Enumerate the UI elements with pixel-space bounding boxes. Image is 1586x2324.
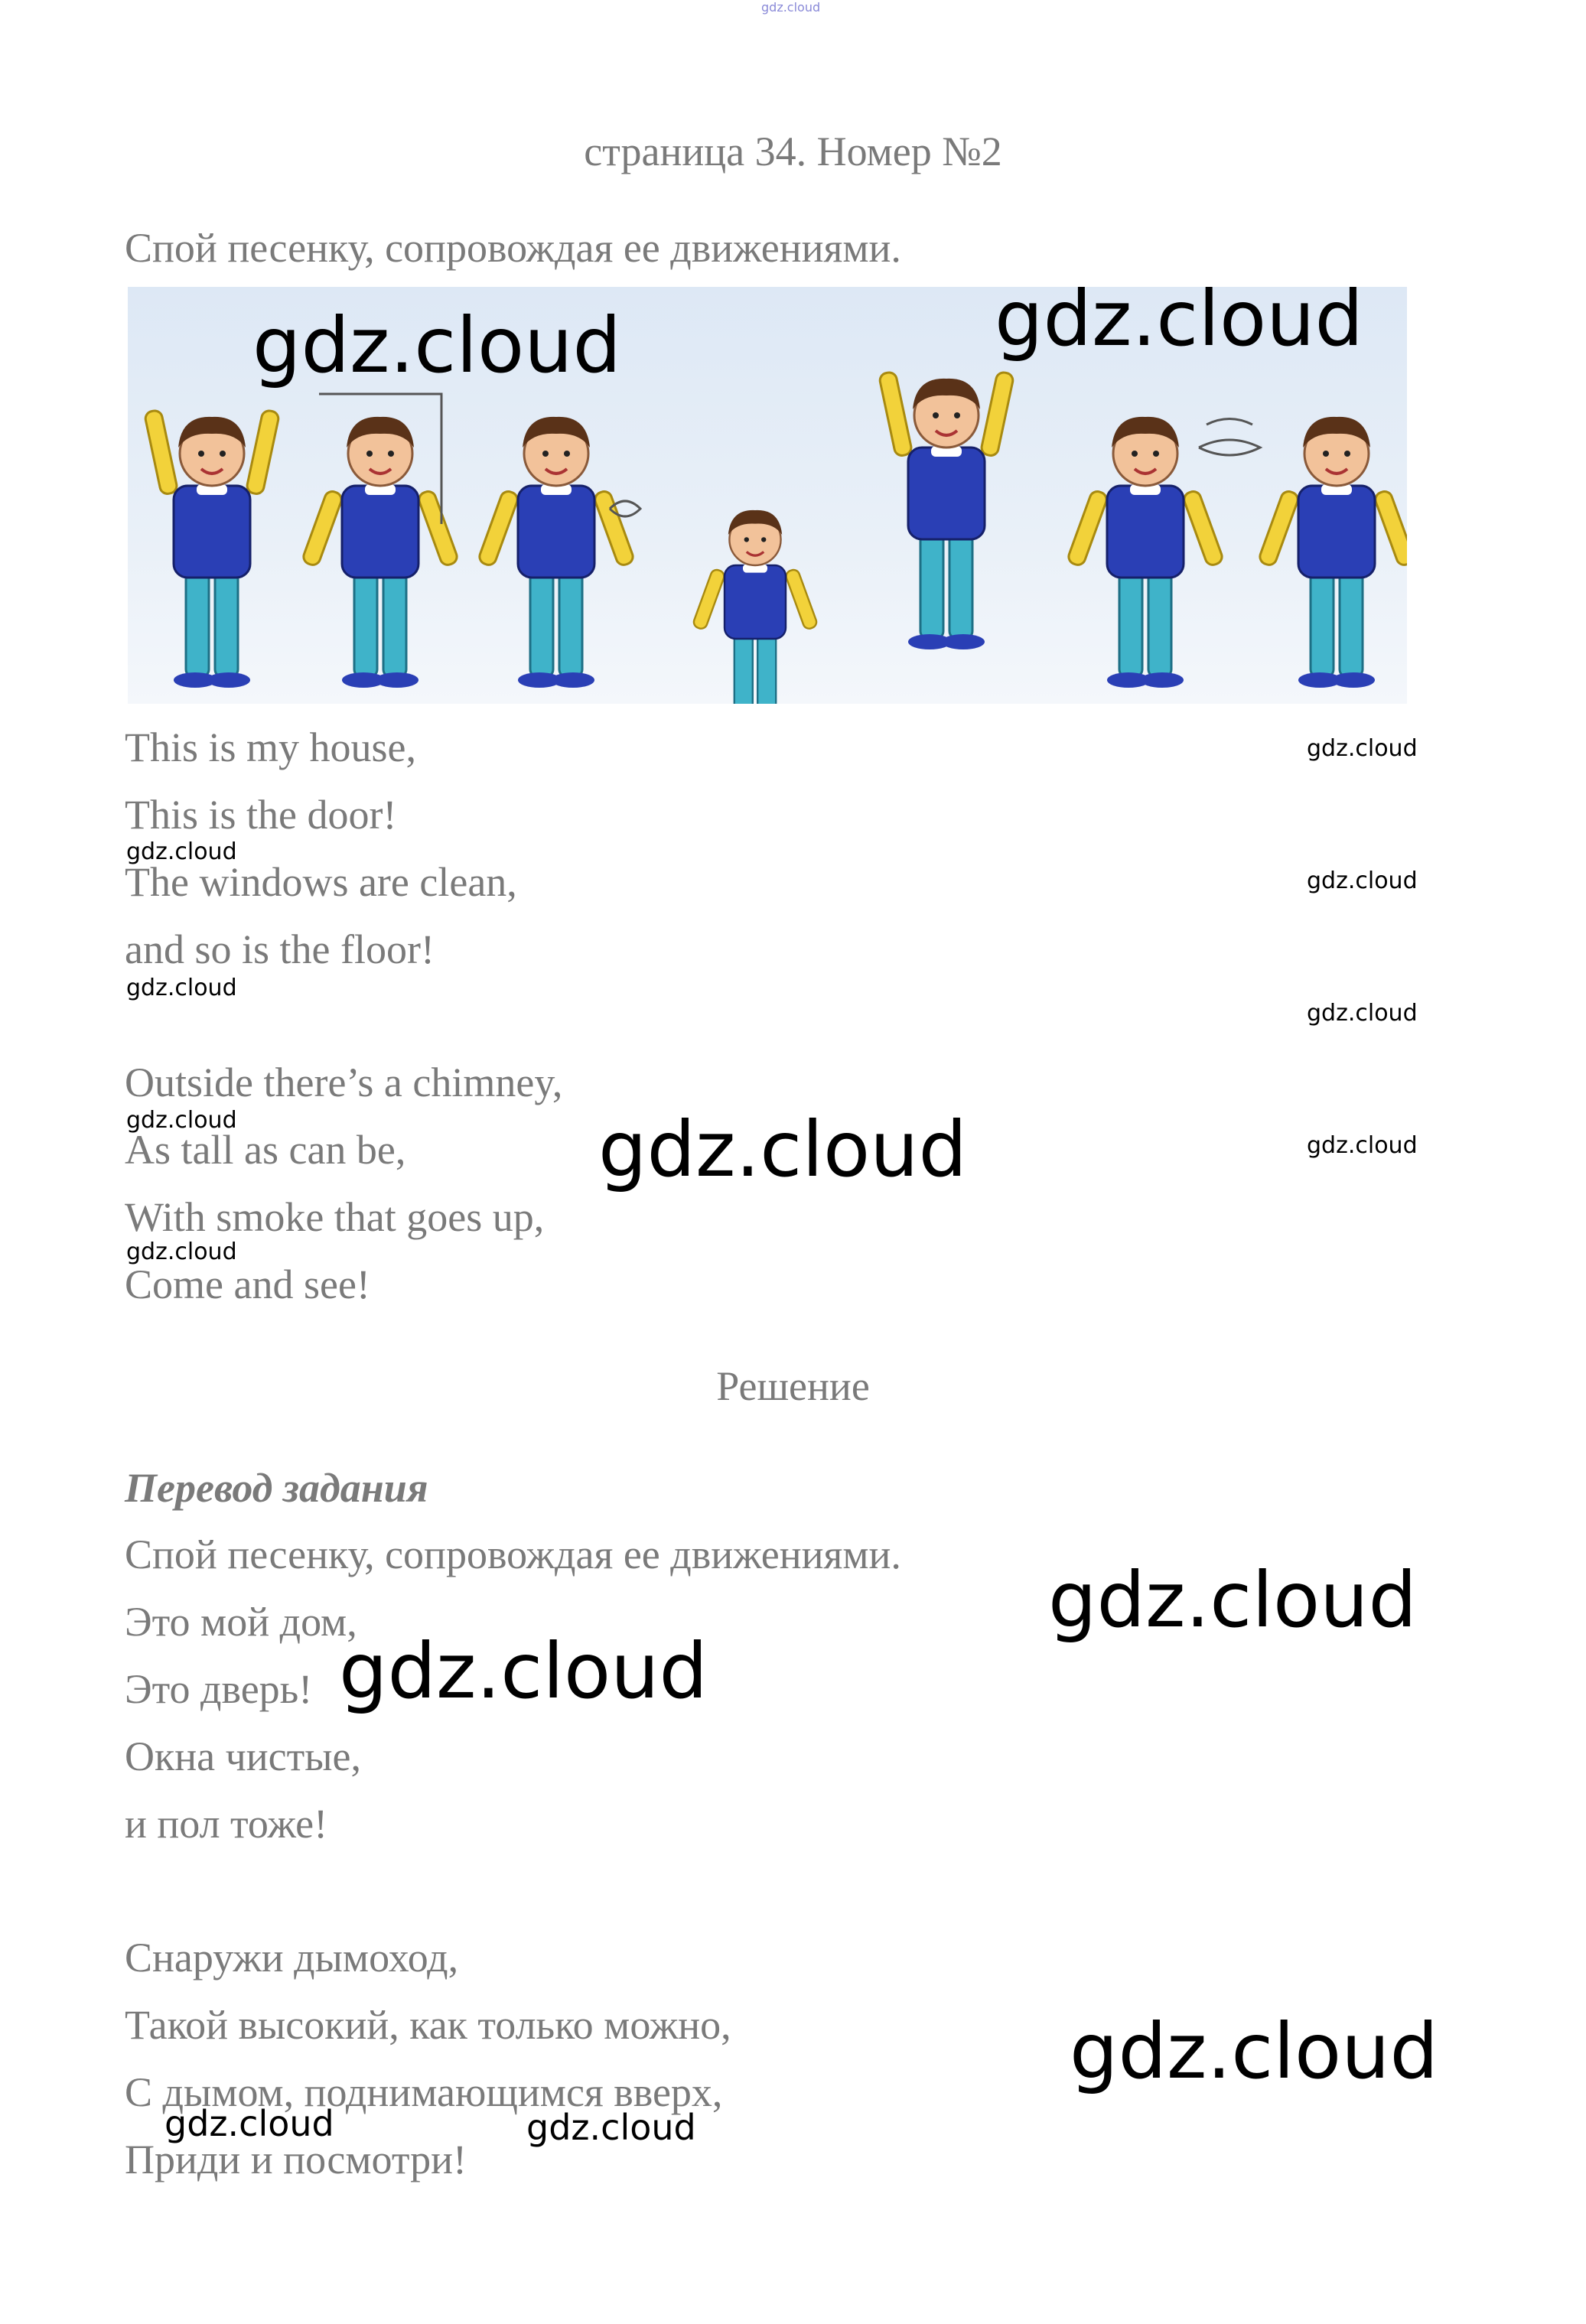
song-line: Come and see! — [125, 1261, 370, 1307]
translation-instruction: Спой песенку, сопровождая ее движениями. — [125, 1531, 901, 1577]
watermark-big: gdz.cloud — [1070, 2007, 1439, 2096]
song-line: Outside there’s a chimney, — [125, 1059, 563, 1105]
watermark-medium: gdz.cloud — [526, 2107, 696, 2148]
watermark-small: gdz.cloud — [126, 838, 237, 865]
translation-line: Снаружи дымоход, — [125, 1935, 459, 1981]
solution-heading: Решение — [716, 1363, 870, 1409]
watermark-medium: gdz.cloud — [164, 2103, 334, 2144]
boy-figure-7 — [1258, 417, 1407, 688]
watermark-big: gdz.cloud — [995, 274, 1364, 363]
watermark-big: gdz.cloud — [339, 1626, 708, 1716]
watermark-big: gdz.cloud — [598, 1105, 968, 1194]
watermark-small: gdz.cloud — [1307, 1000, 1418, 1027]
boy-figure-6 — [1067, 417, 1260, 688]
translation-heading: Перевод задания — [125, 1465, 428, 1511]
translation-line: Это мой дом, — [125, 1599, 357, 1645]
watermark-small: gdz.cloud — [1307, 867, 1418, 894]
watermark-small: gdz.cloud — [126, 1107, 237, 1134]
translation-line: Такой высокий, как только можно, — [125, 2002, 731, 2048]
watermark-small: gdz.cloud — [1307, 735, 1418, 762]
song-line: The windows are clean, — [125, 859, 517, 905]
song-line: This is my house, — [125, 724, 417, 770]
task-instruction: Спой песенку, сопровождая ее движениями. — [125, 225, 901, 271]
watermark-big: gdz.cloud — [252, 301, 622, 390]
top-watermark: gdz.cloud — [761, 0, 821, 15]
translation-line: Приди и посмотри! — [125, 2137, 467, 2182]
watermark-big: gdz.cloud — [1048, 1555, 1418, 1645]
song-line: and so is the floor! — [125, 926, 435, 972]
watermark-small: gdz.cloud — [126, 1238, 237, 1265]
watermark-small: gdz.cloud — [126, 975, 237, 1001]
song-line: As tall as can be, — [125, 1127, 406, 1173]
boy-figure-1 — [144, 409, 279, 688]
page-title: страница 34. Номер №2 — [584, 129, 1002, 174]
song-line: With smoke that goes up, — [125, 1194, 545, 1240]
translation-line: и пол тоже! — [125, 1801, 328, 1847]
translation-line: Окна чистые, — [125, 1733, 361, 1779]
boy-figure-4 — [692, 510, 819, 704]
translation-line: С дымом, поднимающимся вверх, — [125, 2069, 723, 2115]
boy-figure-3 — [477, 417, 640, 688]
watermark-small: gdz.cloud — [1307, 1132, 1418, 1159]
boy-figure-2 — [301, 394, 459, 688]
translation-line: Это дверь! — [125, 1666, 313, 1712]
boy-figure-5 — [878, 371, 1014, 649]
song-line: This is the door! — [125, 792, 397, 838]
